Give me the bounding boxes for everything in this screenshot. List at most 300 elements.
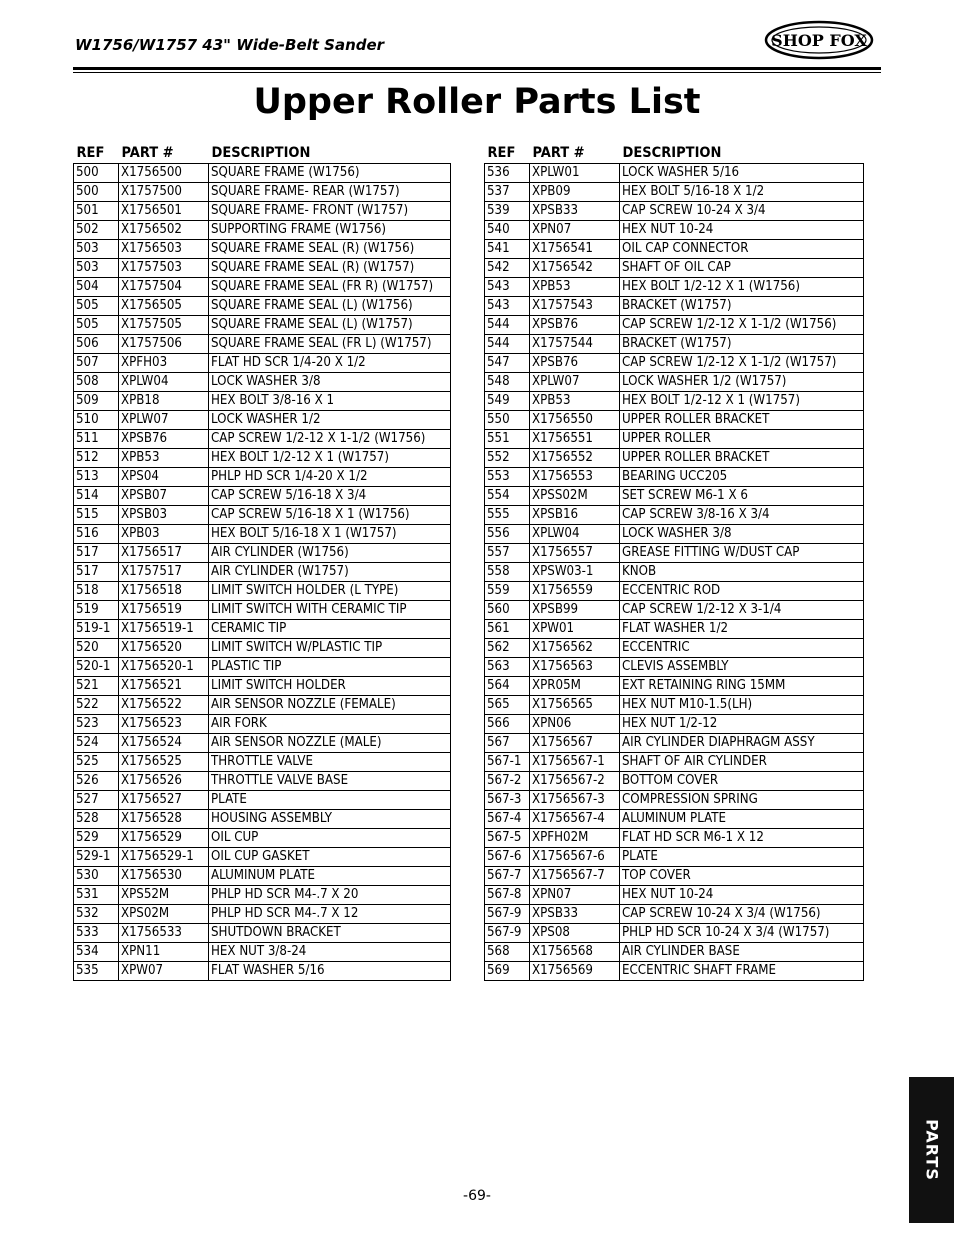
table-row — [485, 221, 864, 240]
part-number-cell: XPSB07 — [119, 487, 209, 506]
header-ref: REF — [76, 145, 105, 161]
ref-cell: 525 — [74, 753, 119, 772]
table-row — [485, 943, 864, 962]
part-number-cell: XPSB16 — [530, 506, 620, 525]
ref-cell: 533 — [74, 924, 119, 943]
description-cell: TOP COVER — [620, 867, 864, 886]
header-description: DESCRIPTION — [211, 145, 311, 161]
description-cell: SQUARE FRAME SEAL (FR R) (W1757) — [209, 278, 451, 297]
description-cell: SQUARE FRAME SEAL (FR L) (W1757) — [209, 335, 451, 354]
description-cell: UPPER ROLLER BRACKET — [620, 449, 864, 468]
table-row — [485, 392, 864, 411]
table-row — [485, 962, 864, 981]
part-number-cell: XPB53 — [119, 449, 209, 468]
table-row — [485, 715, 864, 734]
table-row — [74, 221, 451, 240]
table-row — [74, 563, 451, 582]
ref-cell: 528 — [74, 810, 119, 829]
part-number-cell: X1757544 — [530, 335, 620, 354]
ref-cell: 566 — [485, 715, 530, 734]
description-cell: SHAFT OF AIR CYLINDER — [620, 753, 864, 772]
part-number-cell: X1756502 — [119, 221, 209, 240]
part-number-cell: XPB03 — [119, 525, 209, 544]
ref-cell: 530 — [74, 867, 119, 886]
description-cell: HEX NUT M10-1.5(LH) — [620, 696, 864, 715]
table-row — [74, 373, 451, 392]
description-cell: THROTTLE VALVE BASE — [209, 772, 451, 791]
description-cell: BOTTOM COVER — [620, 772, 864, 791]
table-row — [74, 354, 451, 373]
ref-cell: 505 — [74, 316, 119, 335]
table-row — [74, 677, 451, 696]
description-cell: SHAFT OF OIL CAP — [620, 259, 864, 278]
ref-cell: 544 — [485, 335, 530, 354]
ref-cell: 567-8 — [485, 886, 530, 905]
ref-cell: 536 — [485, 164, 530, 183]
table-row — [485, 677, 864, 696]
ref-cell: 567-1 — [485, 753, 530, 772]
description-cell: CAP SCREW 3/8-16 X 3/4 — [620, 506, 864, 525]
description-cell: LIMIT SWITCH W/PLASTIC TIP — [209, 639, 451, 658]
header-rule — [73, 67, 881, 70]
table-row — [485, 278, 864, 297]
description-cell: THROTTLE VALVE — [209, 753, 451, 772]
parts-table-left-body — [74, 164, 451, 981]
ref-cell: 526 — [74, 772, 119, 791]
part-number-cell: X1756523 — [119, 715, 209, 734]
part-number-cell: X1756567 — [530, 734, 620, 753]
part-number-cell: XPLW04 — [530, 525, 620, 544]
ref-cell: 512 — [74, 449, 119, 468]
ref-cell: 507 — [74, 354, 119, 373]
description-cell: OIL CUP — [209, 829, 451, 848]
part-number-cell: X1756525 — [119, 753, 209, 772]
table-row — [74, 335, 451, 354]
table-row — [485, 772, 864, 791]
ref-cell: 539 — [485, 202, 530, 221]
part-number-cell: XPN07 — [530, 221, 620, 240]
description-cell: SQUARE FRAME- FRONT (W1757) — [209, 202, 451, 221]
part-number-cell: XPB53 — [530, 392, 620, 411]
description-cell: SQUARE FRAME SEAL (L) (W1756) — [209, 297, 451, 316]
table-row — [74, 943, 451, 962]
description-cell: CLEVIS ASSEMBLY — [620, 658, 864, 677]
parts-table-left — [73, 143, 451, 981]
table-row — [485, 525, 864, 544]
table-row — [74, 810, 451, 829]
part-number-cell: X1757500 — [119, 183, 209, 202]
ref-cell: 504 — [74, 278, 119, 297]
part-number-cell: XPSB99 — [530, 601, 620, 620]
ref-cell: 559 — [485, 582, 530, 601]
part-number-cell: X1756567-1 — [530, 753, 620, 772]
table-row — [485, 582, 864, 601]
description-cell: UPPER ROLLER — [620, 430, 864, 449]
description-cell: HEX BOLT 5/16-18 X 1 (W1757) — [209, 525, 451, 544]
ref-cell: 518 — [74, 582, 119, 601]
table-row — [485, 449, 864, 468]
table-row — [74, 259, 451, 278]
table-row — [74, 202, 451, 221]
part-number-cell: XPS02M — [119, 905, 209, 924]
part-number-cell: XPS08 — [530, 924, 620, 943]
ref-cell: 520-1 — [74, 658, 119, 677]
ref-cell: 560 — [485, 601, 530, 620]
ref-cell: 567-9 — [485, 905, 530, 924]
table-row — [74, 506, 451, 525]
ref-cell: 509 — [74, 392, 119, 411]
description-cell: LOCK WASHER 3/8 — [209, 373, 451, 392]
part-number-cell: XPSB33 — [530, 202, 620, 221]
table-row — [74, 449, 451, 468]
description-cell: LOCK WASHER 5/16 — [620, 164, 864, 183]
description-cell: BRACKET (W1757) — [620, 297, 864, 316]
page-number: -69- — [463, 1188, 491, 1204]
description-cell: HEX BOLT 1/2-12 X 1 (W1757) — [209, 449, 451, 468]
description-cell: PHLP HD SCR 1/4-20 X 1/2 — [209, 468, 451, 487]
table-row — [485, 791, 864, 810]
table-row — [74, 658, 451, 677]
part-number-cell: XPSW03-1 — [530, 563, 620, 582]
table-row — [74, 734, 451, 753]
part-number-cell: X1756568 — [530, 943, 620, 962]
part-number-cell: X1756553 — [530, 468, 620, 487]
table-row — [485, 202, 864, 221]
ref-cell: 522 — [74, 696, 119, 715]
description-cell: UPPER ROLLER BRACKET — [620, 411, 864, 430]
ref-cell: 548 — [485, 373, 530, 392]
ref-cell: 523 — [74, 715, 119, 734]
ref-cell: 565 — [485, 696, 530, 715]
table-row — [74, 791, 451, 810]
ref-cell: 505 — [74, 297, 119, 316]
part-number-cell: XPS52M — [119, 886, 209, 905]
part-number-cell: X1757503 — [119, 259, 209, 278]
table-row — [485, 468, 864, 487]
description-cell: LOCK WASHER 3/8 — [620, 525, 864, 544]
part-number-cell: XPSB76 — [530, 354, 620, 373]
table-row — [485, 544, 864, 563]
description-cell: HEX BOLT 3/8-16 X 1 — [209, 392, 451, 411]
ref-cell: 535 — [74, 962, 119, 981]
ref-cell: 541 — [485, 240, 530, 259]
ref-cell: 543 — [485, 278, 530, 297]
description-cell: GREASE FITTING W/DUST CAP — [620, 544, 864, 563]
table-row — [485, 639, 864, 658]
description-cell: LIMIT SWITCH WITH CERAMIC TIP — [209, 601, 451, 620]
table-row — [485, 924, 864, 943]
table-row — [74, 278, 451, 297]
table-row — [485, 183, 864, 202]
part-number-cell: XPSB76 — [530, 316, 620, 335]
description-cell: OIL CAP CONNECTOR — [620, 240, 864, 259]
part-number-cell: XPR05M — [530, 677, 620, 696]
ref-cell: 514 — [74, 487, 119, 506]
part-number-cell: X1756567-2 — [530, 772, 620, 791]
ref-cell: 544 — [485, 316, 530, 335]
table-row — [485, 354, 864, 373]
description-cell: SHUTDOWN BRACKET — [209, 924, 451, 943]
ref-cell: 500 — [74, 164, 119, 183]
description-cell: ECCENTRIC ROD — [620, 582, 864, 601]
table-row — [74, 544, 451, 563]
description-cell: FLAT WASHER 1/2 — [620, 620, 864, 639]
ref-cell: 553 — [485, 468, 530, 487]
description-cell: OIL CUP GASKET — [209, 848, 451, 867]
ref-cell: 561 — [485, 620, 530, 639]
part-number-cell: X1756527 — [119, 791, 209, 810]
ref-cell: 567-7 — [485, 867, 530, 886]
description-cell: BRACKET (W1757) — [620, 335, 864, 354]
part-number-cell: X1756533 — [119, 924, 209, 943]
description-cell: HEX BOLT 5/16-18 X 1/2 — [620, 183, 864, 202]
table-row — [74, 886, 451, 905]
ref-cell: 543 — [485, 297, 530, 316]
part-number-cell: X1756521 — [119, 677, 209, 696]
ref-cell: 517 — [74, 544, 119, 563]
description-cell: ALUMINUM PLATE — [209, 867, 451, 886]
parts-table-right — [484, 143, 864, 981]
part-number-cell: X1756530 — [119, 867, 209, 886]
table-row — [485, 810, 864, 829]
description-cell: SQUARE FRAME (W1756) — [209, 164, 451, 183]
part-number-cell: X1756552 — [530, 449, 620, 468]
part-number-cell: X1756519-1 — [119, 620, 209, 639]
ref-cell: 508 — [74, 373, 119, 392]
table-row — [74, 924, 451, 943]
ref-cell: 537 — [485, 183, 530, 202]
logo-text: SHOP FOX — [771, 31, 867, 50]
part-number-cell: X1757506 — [119, 335, 209, 354]
part-number-cell: X1756567-4 — [530, 810, 620, 829]
part-number-cell: XPLW07 — [530, 373, 620, 392]
ref-cell: 552 — [485, 449, 530, 468]
description-cell: FLAT HD SCR M6-1 X 12 — [620, 829, 864, 848]
table-row — [74, 392, 451, 411]
part-number-cell: X1756542 — [530, 259, 620, 278]
ref-cell: 569 — [485, 962, 530, 981]
part-number-cell: X1756528 — [119, 810, 209, 829]
part-number-cell: X1757504 — [119, 278, 209, 297]
table-row — [485, 411, 864, 430]
part-number-cell: X1756529-1 — [119, 848, 209, 867]
description-cell: LOCK WASHER 1/2 (W1757) — [620, 373, 864, 392]
table-row — [485, 848, 864, 867]
description-cell: AIR SENSOR NOZZLE (FEMALE) — [209, 696, 451, 715]
table-row — [74, 639, 451, 658]
table-row — [485, 164, 864, 183]
ref-cell: 529 — [74, 829, 119, 848]
description-cell: ECCENTRIC — [620, 639, 864, 658]
table-row — [485, 867, 864, 886]
description-cell: ECCENTRIC SHAFT FRAME — [620, 962, 864, 981]
ref-cell: 563 — [485, 658, 530, 677]
description-cell: AIR CYLINDER DIAPHRAGM ASSY — [620, 734, 864, 753]
part-number-cell: X1756569 — [530, 962, 620, 981]
part-number-cell: X1756541 — [530, 240, 620, 259]
ref-cell: 540 — [485, 221, 530, 240]
description-cell: AIR CYLINDER (W1757) — [209, 563, 451, 582]
description-cell: PLATE — [620, 848, 864, 867]
description-cell: CAP SCREW 1/2-12 X 1-1/2 (W1757) — [620, 354, 864, 373]
description-cell: FLAT HD SCR 1/4-20 X 1/2 — [209, 354, 451, 373]
parts-table-right-body — [485, 164, 864, 981]
part-number-cell: XPFH03 — [119, 354, 209, 373]
ref-cell: 550 — [485, 411, 530, 430]
ref-cell: 564 — [485, 677, 530, 696]
table-row — [74, 601, 451, 620]
description-cell: SQUARE FRAME- REAR (W1757) — [209, 183, 451, 202]
ref-cell: 567-4 — [485, 810, 530, 829]
description-cell: SQUARE FRAME SEAL (R) (W1756) — [209, 240, 451, 259]
description-cell: LOCK WASHER 1/2 — [209, 411, 451, 430]
description-cell: CERAMIC TIP — [209, 620, 451, 639]
ref-cell: 567-5 — [485, 829, 530, 848]
table-row — [74, 525, 451, 544]
part-number-cell: X1757517 — [119, 563, 209, 582]
table-row — [74, 962, 451, 981]
part-number-cell: XPSB33 — [530, 905, 620, 924]
part-number-cell: X1756563 — [530, 658, 620, 677]
description-cell: SUPPORTING FRAME (W1756) — [209, 221, 451, 240]
table-row — [74, 905, 451, 924]
ref-cell: 567 — [485, 734, 530, 753]
ref-cell: 527 — [74, 791, 119, 810]
page-heading: Upper Roller Parts List — [253, 82, 701, 122]
part-number-cell: X1756567-6 — [530, 848, 620, 867]
table-row — [485, 240, 864, 259]
part-number-cell: XPB18 — [119, 392, 209, 411]
part-number-cell: XPLW04 — [119, 373, 209, 392]
part-number-cell: X1756524 — [119, 734, 209, 753]
part-number-cell: XPW01 — [530, 620, 620, 639]
description-cell: SQUARE FRAME SEAL (R) (W1757) — [209, 259, 451, 278]
description-cell: HEX NUT 10-24 — [620, 886, 864, 905]
part-number-cell: XPSS02M — [530, 487, 620, 506]
description-cell: ALUMINUM PLATE — [620, 810, 864, 829]
table-row — [74, 620, 451, 639]
ref-cell: 503 — [74, 259, 119, 278]
part-number-cell: X1756567-3 — [530, 791, 620, 810]
description-cell: CAP SCREW 1/2-12 X 1-1/2 (W1756) — [209, 430, 451, 449]
ref-cell: 531 — [74, 886, 119, 905]
table-row — [74, 715, 451, 734]
table-row — [74, 753, 451, 772]
description-cell: CAP SCREW 10-24 X 3/4 (W1756) — [620, 905, 864, 924]
part-number-cell: X1756565 — [530, 696, 620, 715]
part-number-cell: X1756526 — [119, 772, 209, 791]
part-number-cell: X1756517 — [119, 544, 209, 563]
ref-cell: 500 — [74, 183, 119, 202]
table-row — [485, 373, 864, 392]
part-number-cell: XPW07 — [119, 962, 209, 981]
ref-cell: 502 — [74, 221, 119, 240]
description-cell: EXT RETAINING RING 15MM — [620, 677, 864, 696]
part-number-cell: XPN11 — [119, 943, 209, 962]
part-number-cell: X1756557 — [530, 544, 620, 563]
table-row — [74, 867, 451, 886]
ref-cell: 549 — [485, 392, 530, 411]
ref-cell: 555 — [485, 506, 530, 525]
ref-cell: 521 — [74, 677, 119, 696]
description-cell: PLATE — [209, 791, 451, 810]
description-cell: SET SCREW M6-1 X 6 — [620, 487, 864, 506]
description-cell: AIR FORK — [209, 715, 451, 734]
document-title: W1756/W1757 43" Wide-Belt Sander — [75, 36, 385, 54]
part-number-cell: X1756503 — [119, 240, 209, 259]
part-number-cell: XPN07 — [530, 886, 620, 905]
ref-cell: 515 — [74, 506, 119, 525]
part-number-cell: X1756522 — [119, 696, 209, 715]
part-number-cell: X1756520-1 — [119, 658, 209, 677]
table-row — [74, 487, 451, 506]
ref-cell: 503 — [74, 240, 119, 259]
part-number-cell: X1756551 — [530, 430, 620, 449]
part-number-cell: X1756567-7 — [530, 867, 620, 886]
ref-cell: 567-6 — [485, 848, 530, 867]
description-cell: HOUSING ASSEMBLY — [209, 810, 451, 829]
part-number-cell: X1756562 — [530, 639, 620, 658]
ref-cell: 554 — [485, 487, 530, 506]
part-number-cell: XPLW01 — [530, 164, 620, 183]
ref-cell: 532 — [74, 905, 119, 924]
part-number-cell: X1756520 — [119, 639, 209, 658]
table-row — [485, 487, 864, 506]
header-rule-thin — [73, 72, 881, 73]
table-row — [74, 848, 451, 867]
table-row — [74, 696, 451, 715]
ref-cell: 520 — [74, 639, 119, 658]
ref-cell: 557 — [485, 544, 530, 563]
table-row — [74, 316, 451, 335]
part-number-cell: X1756559 — [530, 582, 620, 601]
header-part: PART # — [121, 145, 174, 161]
table-row — [485, 620, 864, 639]
ref-cell: 568 — [485, 943, 530, 962]
parts-section-tab-label: PARTS — [922, 1119, 941, 1181]
ref-cell: 524 — [74, 734, 119, 753]
table-row — [485, 430, 864, 449]
part-number-cell: X1756519 — [119, 601, 209, 620]
ref-cell: 529-1 — [74, 848, 119, 867]
table-row — [74, 297, 451, 316]
part-number-cell: XPSB03 — [119, 506, 209, 525]
part-number-cell: X1756518 — [119, 582, 209, 601]
part-number-cell: X1756529 — [119, 829, 209, 848]
ref-cell: 517 — [74, 563, 119, 582]
table-row — [485, 829, 864, 848]
table-row — [74, 411, 451, 430]
ref-cell: 501 — [74, 202, 119, 221]
ref-cell: 551 — [485, 430, 530, 449]
description-cell: PHLP HD SCR M4-.7 X 20 — [209, 886, 451, 905]
description-cell: HEX NUT 10-24 — [620, 221, 864, 240]
header-part: PART # — [532, 145, 585, 161]
table-row — [485, 335, 864, 354]
part-number-cell: XPSB76 — [119, 430, 209, 449]
description-cell: LIMIT SWITCH HOLDER (L TYPE) — [209, 582, 451, 601]
table-row — [485, 259, 864, 278]
part-number-cell: XPN06 — [530, 715, 620, 734]
description-cell: KNOB — [620, 563, 864, 582]
description-cell: CAP SCREW 1/2-12 X 1-1/2 (W1756) — [620, 316, 864, 335]
description-cell: CAP SCREW 1/2-12 X 3-1/4 — [620, 601, 864, 620]
description-cell: PHLP HD SCR M4-.7 X 12 — [209, 905, 451, 924]
table-row — [74, 183, 451, 202]
table-row — [74, 772, 451, 791]
ref-cell: 519-1 — [74, 620, 119, 639]
description-cell: PLASTIC TIP — [209, 658, 451, 677]
